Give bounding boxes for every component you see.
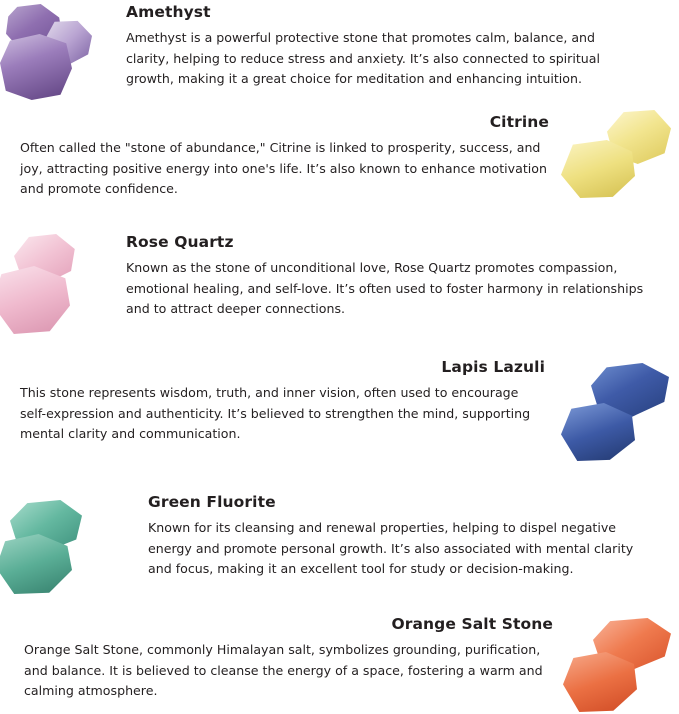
entry-title-lapis-lazuli: Lapis Lazuli — [441, 358, 545, 376]
entry-description-lapis-lazuli: This stone represents wisdom, truth, and inner vision, often used to encourage self-expression and authenticity. It’s believed to strengthen the mind, supporting mental clarity and communication. — [20, 384, 531, 442]
entry-description-citrine: Often called the "stone of abundance," Citrine is linked to prosperity, success, and joy, attracting positive energy into one's life. It’s also known to enhance motivation and promote confidence. — [20, 139, 547, 197]
entry-description-green-fluorite: Known for its cleansing and renewal properties, helping to dispel negative energy and promote personal growth. It’s also associated with mental clarity and focus, making it an excellent tool for study or decision-making. — [148, 519, 634, 577]
citrine-stone-image — [561, 110, 679, 202]
orange-salt-stone-image — [563, 618, 679, 714]
entry-title-rose-quartz: Rose Quartz — [126, 233, 234, 251]
amethyst-stone-image — [0, 0, 120, 105]
lapis-lazuli-stone-image — [555, 363, 673, 463]
entry-green-fluorite — [0, 490, 679, 596]
entry-lapis-lazuli — [0, 355, 679, 463]
entry-rose-quartz — [0, 228, 679, 336]
entry-description-rose-quartz: Known as the stone of unconditional love, Rose Quartz promotes compassion, emotional healing, and self-love. It’s often used to foster harmony in relationships and to attract deeper connections. — [126, 259, 644, 317]
entry-title-citrine: Citrine — [489, 113, 549, 131]
entry-amethyst — [0, 0, 679, 105]
entry-description-amethyst: Amethyst is a powerful protective stone that promotes calm, balance, and clarity, helping to reduce stress and anxiety. It’s also connected to spiritual growth, making it a great choice for meditation and enhancing intuition. — [126, 29, 600, 87]
entry-citrine — [0, 110, 679, 202]
entry-title-orange-salt-stone: Orange Salt Stone — [391, 615, 553, 633]
entry-description-orange-salt-stone: Orange Salt Stone, commonly Himalayan salt, symbolizes grounding, purification, and balance. It is believed to cleanse the energy of a space, fostering a warm and calming atmosphere. — [24, 641, 543, 699]
green-fluorite-stone-image — [0, 500, 108, 596]
entry-orange-salt-stone — [0, 612, 679, 714]
entry-title-amethyst: Amethyst — [126, 3, 211, 21]
entry-title-green-fluorite: Green Fluorite — [148, 493, 276, 511]
rose-quartz-stone-image — [0, 234, 104, 336]
